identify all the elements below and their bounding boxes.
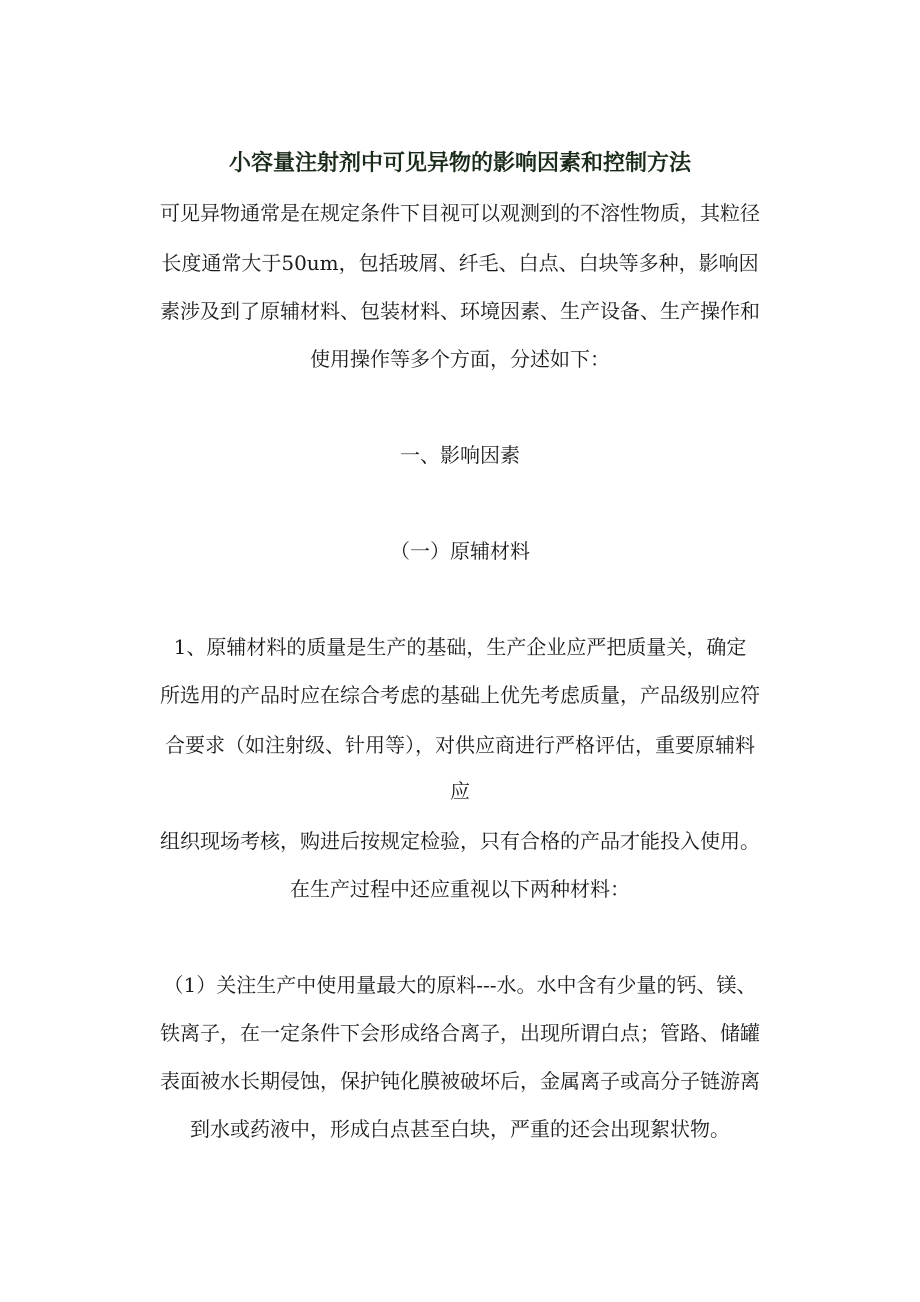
paragraph-1-line-2: 所选用的产品时应在综合考虑的基础上优先考虑质量，产品级别应符 [160, 683, 760, 707]
paragraph-1-line-5: 组织现场考核，购进后按规定检验，只有合格的产品才能投入使用。 [160, 829, 760, 853]
paragraph-1-line-3: 合要求（如注射级、针用等），对供应商进行严格评估，重要原辅料 [165, 733, 755, 757]
document-title: 小容量注射剂中可见异物的影响因素和控制方法 [228, 150, 691, 176]
intro-line-2: 长度通常大于50um，包括玻屑、纤毛、白点、白块等多种，影响因 [161, 251, 759, 275]
paragraph-2-line-1: （1）关注生产中使用量最大的原料---水。水中含有少量的钙、镁、 [163, 973, 757, 997]
intro-line-4: 使用操作等多个方面，分述如下： [310, 347, 610, 371]
paragraph-2-line-4: 到水或药液中，形成白点甚至白块，严重的还会出现絮状物。 [190, 1117, 730, 1141]
paragraph-2-line-3: 表面被水长期侵蚀，保护钝化膜被破坏后，金属离子或高分子链游离 [160, 1069, 760, 1093]
paragraph-1-line-6: 在生产过程中还应重视以下两种材料： [290, 877, 630, 901]
subsection-heading: （一）原辅材料 [390, 539, 530, 563]
intro-line-1: 可见异物通常是在规定条件下目视可以观测到的不溶性物质，其粒径 [160, 201, 760, 225]
intro-line-3: 素涉及到了原辅材料、包装材料、环境因素、生产设备、生产操作和 [160, 299, 760, 323]
paragraph-2-line-2: 铁离子，在一定条件下会形成络合离子，出现所谓白点；管路、储罐 [160, 1021, 760, 1045]
paragraph-1-line-4: 应 [450, 779, 470, 803]
section-heading: 一、影响因素 [400, 443, 520, 467]
paragraph-1-line-1: 1、原辅材料的质量是生产的基础，生产企业应严把质量关，确定 [173, 635, 747, 659]
